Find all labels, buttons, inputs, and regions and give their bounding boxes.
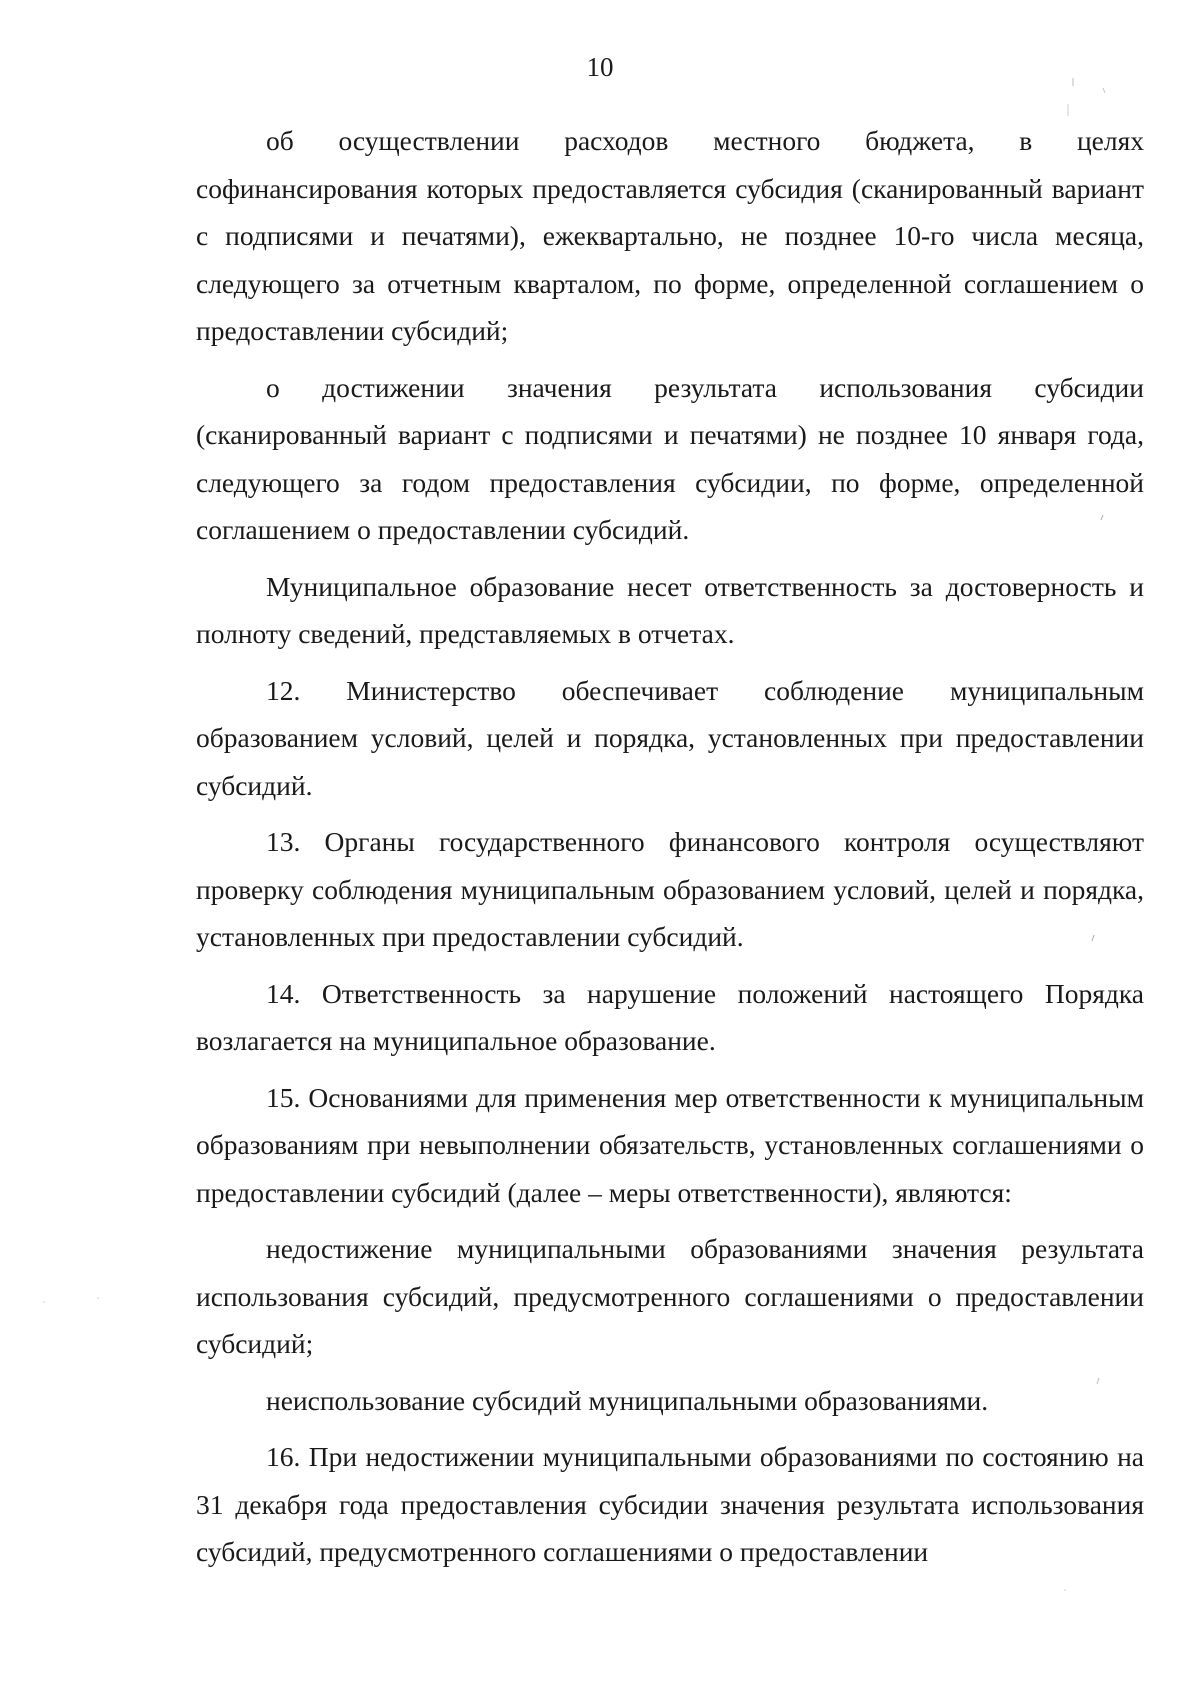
paragraph-report-result: о достижении значения результата использования субсидии (сканированный вариант с подписями и печатями) не позднее 10 января года, следующего за годом предоставления субсидии, по форме, определенной соглашением о предоставлении субсидий. [196, 371, 1144, 545]
page-number: 10 [586, 52, 614, 82]
paragraph-item-14: 14. Ответственность за нарушение положений настоящего Порядка возлагается на муниципальное образование. [196, 977, 1144, 1056]
paragraph-item-15: 15. Основаниями для применения мер ответственности к муниципальным образованиям при невыполнении обязательств, установленных соглашениями о предоставлении субсидий (далее – меры ответственности), являются: [196, 1081, 1144, 1208]
paragraph-not-achieved: недостижение муниципальными образованиями значения результата использования субсидий, предусмотренного соглашениями о предоставлении субсидий; [196, 1233, 1144, 1359]
paragraph-not-used: неиспользование субсидий муниципальными образованиями. [266, 1384, 989, 1416]
document-body [196, 117, 1144, 1576]
paragraph-item-13: 13. Органы государственного финансового контроля осуществляют проверку соблюдения муниципальным образованием условий, целей и порядка, установленных при предоставлении субсидий. [196, 826, 1144, 952]
paragraph-responsibility: Муниципальное образование несет ответственность за достоверность и полноту сведений, представляемых в отчетах. [196, 570, 1144, 649]
paragraph-item-16: 16. При недостижении муниципальными образованиями по состоянию на 31 декабря года предоставления субсидии значения результата использования субсидий, предусмотренного соглашениями о предоставлении [196, 1441, 1144, 1567]
paragraph-item-12: 12. Министерство обеспечивает соблюдение муниципальным образованием условий, целей и порядка, установленных при предоставлении субсидий. [196, 674, 1144, 801]
paragraph-report-expenditure: об осуществлении расходов местного бюджета, в целях софинансирования которых предоставляется субсидия (сканированный вариант с подписями и печатями), ежеквартально, не позднее 10-го числа месяца, следующего за отчетным кварталом, по форме, определенной соглашением о предоставлении субсидий; [196, 125, 1144, 346]
